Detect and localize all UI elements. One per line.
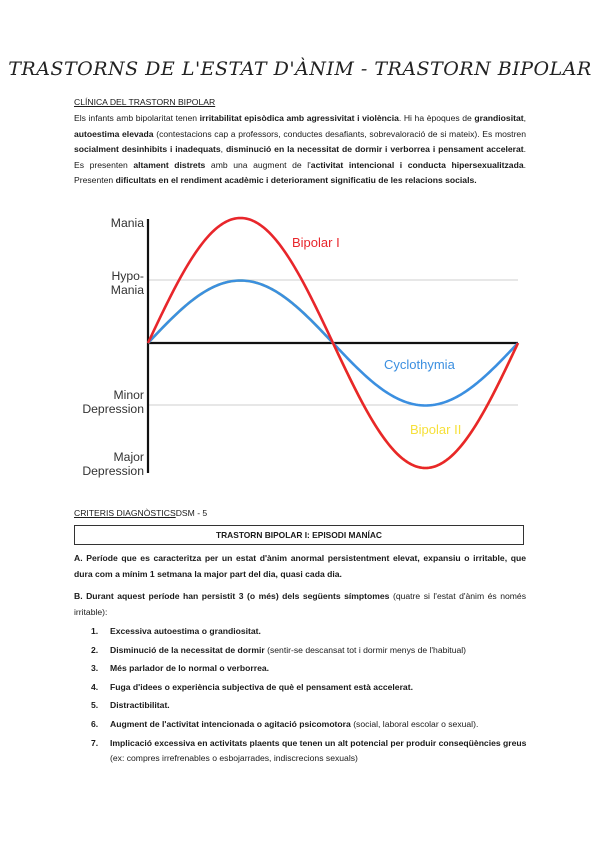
series-label-cyclothymia: Cyclothymia <box>384 357 455 372</box>
symptom-number: 1. <box>91 626 99 636</box>
symptom-list <box>91 624 527 770</box>
clinic-heading: CLÍNICA DEL TRASTORN BIPOLAR <box>74 97 216 107</box>
symptom-number: 2. <box>91 644 99 655</box>
symptom-item <box>91 698 527 713</box>
symptom-number: 3. <box>91 663 99 674</box>
intro-segment: socialment desinhibits i inadequats <box>74 144 221 155</box>
symptom-text: Augment de l'activitat intencionada o agitació psicomotora <box>110 718 351 729</box>
criteria-heading-underlined: CRITERIS DIAGNÒSTICS <box>74 508 176 518</box>
symptom-detail: (sentir-se descansat tot i dormir menys de l'habitual) <box>264 644 467 655</box>
symptom-item <box>91 736 527 767</box>
intro-segment: . Es presenten <box>74 144 527 170</box>
symptom-item <box>91 624 527 639</box>
intro-segment: altament distrets <box>133 159 206 170</box>
intro-segment: autoestima elevada <box>74 128 154 139</box>
intro-segment: . Presenten <box>74 159 526 186</box>
criterion-b-bold: B. Durant aquest període han persistit 3 (o més) dels següents símptomes <box>74 591 390 601</box>
intro-segment: dificultats en el rendiment acadèmic i deteriorament significatiu de les relacions socials. <box>115 175 477 186</box>
intro-segment: (contestacions cap a professors, conductes desafiants, sobrevaloració de si mateix). Es mostren <box>153 128 526 139</box>
intro-segment: , <box>523 113 526 123</box>
page-title: TRASTORNS DE L'ESTAT D'ÀNIM - TRASTORN BIPOLAR <box>8 58 592 80</box>
intro-segment: amb una augment de l' <box>205 159 311 170</box>
symptom-number: 6. <box>91 718 99 729</box>
criterion-b <box>74 589 526 620</box>
intro-segment: , <box>220 144 226 155</box>
y-level-label: Hypo- <box>111 269 144 283</box>
symptom-text: Distractibilitat. <box>110 700 170 711</box>
y-level-label: Minor <box>113 388 144 402</box>
symptom-detail: (ex: compres irrefrenables o esbojarrades, indiscrecions sexuals) <box>110 752 358 763</box>
intro-segment: Els infants amb bipolaritat tenen <box>74 113 200 123</box>
symptom-detail: (social, laboral escolar o sexual). <box>350 718 479 729</box>
criterion-b-rest: (quatre si l'estat d'ànim és només irritable): <box>74 591 526 617</box>
intro-segment: grandiositat <box>474 113 524 123</box>
symptom-item <box>91 680 527 695</box>
criteria-heading <box>74 508 207 518</box>
mood-chart <box>0 205 600 485</box>
criteria-heading-suffix: DSM - 5 <box>175 508 208 518</box>
symptom-number: 4. <box>91 681 99 692</box>
series-label-bipolar-i: Bipolar I <box>292 235 340 250</box>
symptom-number: 5. <box>91 700 99 711</box>
y-level-label: Depression <box>82 464 144 478</box>
y-axis-labels <box>82 216 144 478</box>
series-label-bipolar-ii: Bipolar II <box>410 422 462 437</box>
series-line-bipolar-ii <box>148 281 518 469</box>
symptom-text: Implicació excessiva en activitats plaents que tenen un alt potencial per produir conseqüències greus <box>110 737 527 748</box>
symptom-number: 7. <box>91 737 99 748</box>
symptom-item <box>91 643 527 658</box>
symptom-text: Excessiva autoestima o grandiositat. <box>110 626 261 636</box>
intro-segment: activitat intencional i conducta hipersexualitzada <box>310 159 524 170</box>
intro-segment: . Hi ha èpoques de <box>398 113 475 123</box>
criteria-box-title: TRASTORN BIPOLAR I: EPISODI MANÍAC <box>74 525 524 545</box>
intro-segment: irritabilitat episòdica amb agressivitat i violència <box>199 113 399 123</box>
clinic-intro-paragraph <box>74 111 526 189</box>
symptom-text: Disminució de la necessitat de dormir <box>110 644 265 655</box>
criterion-a: A. Període que es caracteritza per un estat d'ànim anormal persistentment elevat, expansiu o irritable, que dura com a mínim 1 setmana la major part del dia, quasi cada dia. <box>74 553 526 579</box>
symptom-item <box>91 661 527 676</box>
symptom-text: Més parlador de lo normal o verborrea. <box>110 663 270 674</box>
y-level-label: Major <box>113 450 144 464</box>
y-level-label: Depression <box>82 402 144 416</box>
intro-segment: disminució en la necessitat de dormir i verborrea i pensament accelerat <box>225 144 524 155</box>
symptom-text: Fuga d'idees o experiència subjectiva de què el pensament està accelerat. <box>110 681 413 692</box>
symptom-item <box>91 717 527 732</box>
y-level-label: Mania <box>110 283 144 297</box>
y-level-label: Mania <box>110 216 144 230</box>
